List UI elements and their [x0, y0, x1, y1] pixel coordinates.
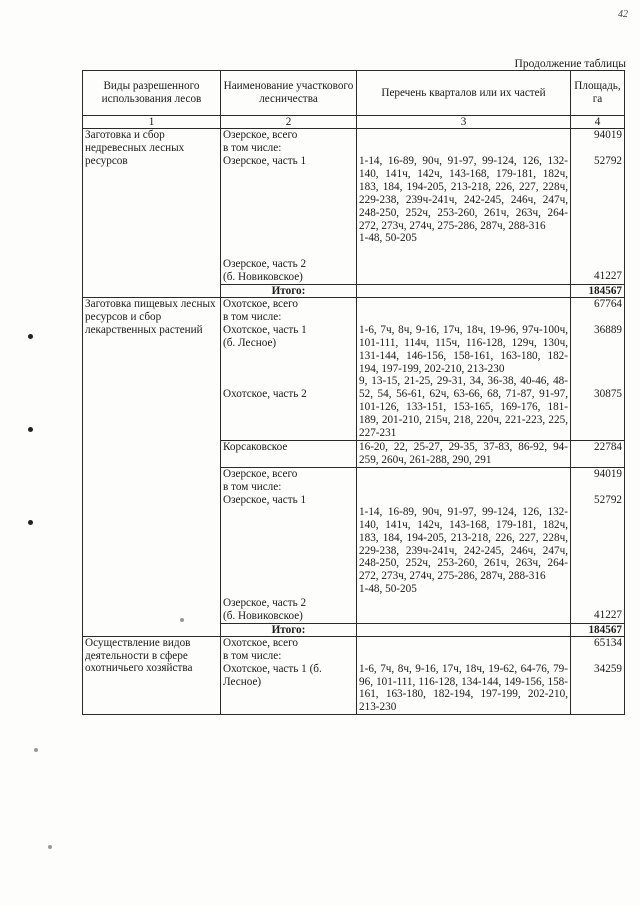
area-value: 36889 — [594, 323, 622, 336]
forestry-name — [223, 468, 354, 494]
use-type-cell — [83, 297, 221, 636]
quarters-list: 9, 13-15, 21-25, 29-31, 34, 36-38, 40-46, 48-52, 54, 56-61, 62ч, 63-66, 68, 71-87, 91-97, 101-126, 133-151, 153-165, 169-176, 181-189, 201-210, 215ч, 218, 220ч, 221-223, 225, 227-231 — [359, 375, 568, 440]
forestry-name-text: Озерское, всего в том числе: — [223, 129, 298, 154]
area-cell — [571, 636, 625, 715]
area-value-wrap — [573, 324, 622, 388]
table-body — [83, 129, 625, 715]
use-type-cell — [83, 636, 221, 715]
quarters-cell — [357, 636, 571, 715]
spacer — [359, 637, 568, 663]
quarters-list: 1-14, 16-89, 90ч, 91-97, 99-124, 126, 132-140, 141ч, 142ч, 143-168, 179-181, 182ч, 183, 184, 194-205, 213-218, 226, 227, 228ч, 229-238, 239ч-241ч, 242-245, 246ч, 247ч, 248-250, 252ч, 253-260, 261ч, 263ч, 264-272, 273ч, 274ч, 275-286, 287ч, 288-316 — [359, 155, 568, 232]
quarters-list: 1-6, 7ч, 8ч, 9-16, 17ч, 18ч, 19-96, 97ч-100ч, 101-111, 114ч, 115ч, 116-128, 129ч, 130ч, 131-144, 146-156, 158-161, 163-180, 182-194, 197-199, 202-210, 213-230 — [359, 323, 568, 375]
table-row — [83, 297, 625, 440]
quarters-cell — [357, 467, 571, 623]
total-empty-cell — [357, 623, 571, 636]
forestry-name-cell — [221, 440, 357, 467]
forestry-name — [223, 494, 354, 597]
spacer — [359, 494, 568, 506]
column-number-row — [83, 116, 625, 129]
area-value: 52792 — [594, 493, 622, 506]
area-value: 65134 — [594, 636, 622, 649]
forestry-name-text: Охотское, часть 1 (б. Лесное) — [223, 323, 307, 349]
table-row — [83, 129, 625, 285]
use-type-label: Заготовка пищевых лесных ресурсов и сбор лекарственных растений — [85, 297, 216, 336]
total-label: Итого: — [221, 284, 357, 297]
total-label: Итого: — [221, 623, 357, 636]
forestry-name-text: Озерское, часть 2 (б. Новиковское) — [223, 258, 307, 283]
quarters-cell — [357, 440, 571, 467]
spacer — [359, 468, 568, 494]
area-cell — [571, 297, 625, 440]
quarters-list: 1-14, 16-89, 90ч, 91-97, 99-124, 126, 132-140, 141ч, 142ч, 143-168, 179-181, 182ч, 183, 184, 194-205, 213-218, 226, 227, 228ч, 229-238, 239ч-241ч, 242-245, 246ч, 247ч, 248-250, 252ч, 253-260, 261ч, 263ч, 264-272, 273ч, 274ч, 275-286, 287ч, 288-316 — [359, 505, 568, 583]
forestry-name-text: Охотское, часть 1 (б. Лесное) — [223, 662, 322, 688]
quarters-list: 1-48, 50-205 — [359, 583, 417, 596]
area-value: 34259 — [594, 662, 622, 675]
forestry-name-text: Озерское, всего в том числе: — [223, 467, 298, 493]
area-value: 52792 — [594, 155, 622, 167]
area-value: 41227 — [594, 608, 622, 621]
forestry-name-text: Корсаковское — [223, 440, 288, 453]
forestry-name — [223, 441, 354, 454]
use-type-cell — [83, 129, 221, 298]
table-row — [83, 636, 625, 715]
forestry-name-cell — [221, 129, 357, 285]
column-number: 1 — [83, 116, 221, 129]
forestry-name — [223, 258, 354, 284]
forestry-name — [223, 597, 354, 623]
total-value: 184567 — [571, 623, 625, 636]
spacer — [359, 298, 568, 324]
punch-hole-mark — [28, 334, 33, 339]
table-header-row — [83, 71, 625, 116]
forestry-name-text: Охотское, часть 2 — [223, 387, 307, 400]
area-value-wrap — [573, 663, 622, 676]
forestry-name-text: Озерское, часть 1 — [223, 155, 307, 167]
header-use-type: Виды разрешенного использования лесов — [83, 71, 221, 116]
scan-speck — [48, 845, 52, 849]
use-type-label: Заготовка и сбор недревесных лесных ресурсов — [85, 129, 185, 167]
area-cell — [571, 467, 625, 623]
continuation-title: Продолжение таблицы — [514, 58, 626, 70]
area-value-wrap — [573, 298, 622, 324]
forestry-name-text: Охотское, всего в том числе: — [223, 636, 299, 662]
forestry-name — [223, 155, 354, 258]
area-value-wrap — [573, 388, 622, 401]
header-area: Площадь, га — [571, 71, 625, 116]
forestry-name — [223, 388, 354, 401]
forestry-name-cell — [221, 636, 357, 715]
scan-speck — [34, 748, 38, 752]
use-type-label: Осуществление видов деятельности в сфере охотничьего хозяйства — [85, 636, 193, 675]
area-value: 94019 — [594, 129, 622, 141]
quarters-cell — [357, 129, 571, 285]
quarters-list: 16-20, 22, 25-27, 29-35, 37-83, 86-92, 94-259, 260ч, 261-288, 290, 291 — [359, 440, 568, 466]
column-number: 2 — [221, 116, 357, 129]
area-cell — [571, 129, 625, 285]
forestry-name — [223, 298, 354, 324]
area-value-wrap — [573, 129, 622, 155]
quarters-list: 1-6, 7ч, 8ч, 9-16, 17ч, 18ч, 19-62, 64-76, 79-96, 101-111, 116-128, 134-144, 149-156, 158-161, 163-180, 182-194, 197-199, 202-210, 213-230 — [359, 662, 568, 714]
area-value: 41227 — [594, 270, 622, 282]
page-number: 42 — [618, 9, 628, 20]
header-forestry-name: Наименование участкового лесничества — [221, 71, 357, 116]
area-cell — [571, 440, 625, 467]
total-empty-cell — [357, 284, 571, 297]
area-value: 67764 — [594, 297, 622, 310]
quarters-cell — [357, 297, 571, 440]
land-use-table — [82, 70, 625, 715]
forestry-name — [223, 663, 354, 689]
area-value-wrap — [573, 468, 622, 494]
area-value-wrap — [573, 441, 622, 454]
area-value-wrap — [573, 258, 622, 283]
punch-hole-mark — [28, 427, 33, 432]
area-value-wrap — [573, 637, 622, 663]
forestry-name-text: Озерское, часть 2 (б. Новиковское) — [223, 596, 307, 622]
punch-hole-mark — [28, 520, 33, 525]
area-value-wrap — [573, 494, 622, 597]
area-value: 30875 — [594, 387, 622, 400]
quarters-list: 1-48, 50-205 — [359, 232, 417, 245]
forestry-name — [223, 129, 354, 155]
area-value-wrap — [573, 597, 622, 622]
forestry-name — [223, 637, 354, 663]
forestry-name — [223, 324, 354, 388]
column-number: 4 — [571, 116, 625, 129]
forestry-name-cell — [221, 467, 357, 623]
area-value-wrap — [573, 155, 622, 258]
header-quarters: Перечень кварталов или их частей — [357, 71, 571, 116]
area-value: 94019 — [594, 467, 622, 480]
total-value: 184567 — [571, 284, 625, 297]
forestry-name-cell — [221, 297, 357, 440]
column-number: 3 — [357, 116, 571, 129]
forestry-name-text: Охотское, всего в том числе: — [223, 297, 299, 323]
area-value: 22784 — [594, 440, 622, 453]
spacer — [359, 129, 568, 155]
forestry-name-text: Озерское, часть 1 — [223, 493, 307, 506]
